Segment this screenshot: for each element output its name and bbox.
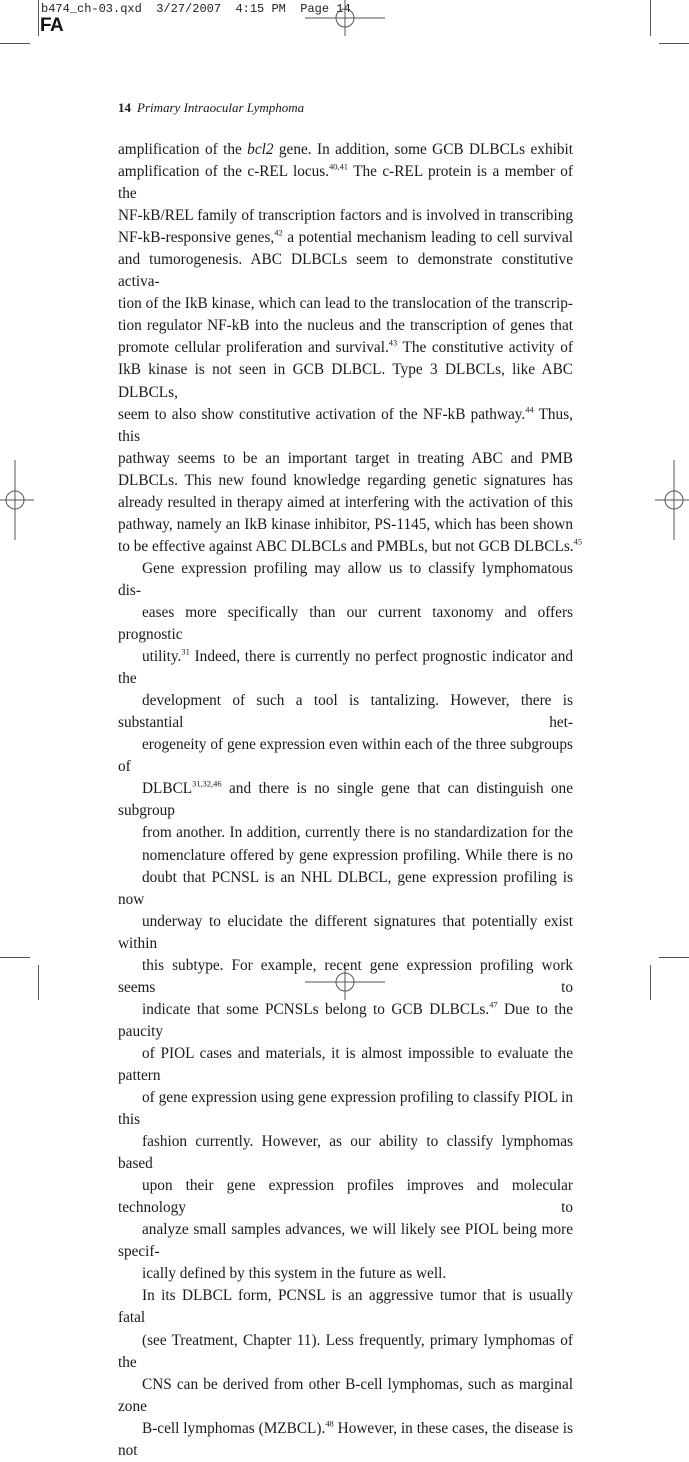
text-run: Gene expression profiling may allow us to classify lymphomatous dis- <box>118 559 573 599</box>
text-run: fashion currently. However, as our ability to classify lymphomas based <box>118 1133 573 1173</box>
text-run: DLBCLs. This new found knowledge regarding genetic signatures has <box>118 471 573 489</box>
citation-superscript: 47 <box>489 1000 498 1010</box>
text-line <box>118 911 573 955</box>
text-line <box>118 955 573 999</box>
text-run: of PIOL cases and materials, it is almost impossible to evaluate the pattern <box>118 1044 573 1084</box>
text-line <box>118 492 573 514</box>
text-run: pathway, namely an IkB kinase inhibitor, PS-1145, which has been shown <box>118 515 573 533</box>
text-line <box>118 448 573 470</box>
text-run: erogeneity of gene expression even within each of the three subgroups of <box>118 736 573 776</box>
text-run: a potential mechanism leading to cell survival <box>282 229 573 247</box>
crop-mark-top-right-vertical <box>650 0 651 36</box>
text-line <box>118 845 573 867</box>
slug-time: 4:15 PM <box>235 2 286 16</box>
text-run: Due to the paucity <box>118 1000 573 1040</box>
running-head <box>118 100 304 116</box>
slug-date: 3/27/2007 <box>156 2 222 16</box>
text-run: seem to also show constitutive activation of the NF-kB pathway. <box>118 405 526 423</box>
text-run: tion of the IkB kinase, which can lead to the translocation of the transcrip- <box>118 295 573 313</box>
text-line <box>118 1418 573 1462</box>
text-line <box>118 470 573 492</box>
citation-superscript: 48 <box>325 1419 334 1429</box>
text-run: Thus, this <box>118 405 573 445</box>
text-run: underway to elucidate the different signatures that potentially exist within <box>118 912 573 952</box>
text-line <box>118 337 573 359</box>
text-line <box>118 1374 573 1418</box>
text-run: analyze small samples advances, we will likely see PIOL being more specif- <box>118 1221 573 1261</box>
text-line <box>118 690 573 734</box>
text-run: In its DLBCL form, PCNSL is an aggressive tumor that is usually fatal <box>118 1287 573 1327</box>
text-run: tion regulator NF-kB into the nucleus and the transcription of genes that <box>118 317 573 335</box>
text-line <box>118 1285 573 1329</box>
text-run: utility. <box>142 648 182 666</box>
citation-superscript: 42 <box>274 228 283 238</box>
text-line <box>118 1175 573 1219</box>
text-line <box>118 1131 573 1175</box>
text-line <box>118 139 573 161</box>
crop-mark-top-left-vertical <box>38 0 39 36</box>
text-run: The constitutive activity of <box>397 339 573 357</box>
text-run: B-cell lymphomas (MZBCL). <box>142 1419 326 1437</box>
text-run: (see Treatment, Chapter 11). Less frequently, primary lymphomas of the <box>118 1331 573 1371</box>
text-line <box>118 227 573 249</box>
text-line <box>118 1330 573 1374</box>
slug-file: b474_ch-03.qxd <box>41 2 142 16</box>
italic-term: bcl2 <box>247 141 274 158</box>
text-run: However, in these cases, the disease is not <box>118 1419 573 1459</box>
text-run: this subtype. For example, recent gene expression profiling work seems to <box>118 956 573 996</box>
text-line <box>118 161 573 205</box>
registration-mark-top-icon <box>305 0 385 40</box>
text-line <box>118 1087 573 1131</box>
text-line <box>118 999 573 1043</box>
text-line <box>118 778 573 822</box>
registration-mark-left-icon <box>0 460 34 540</box>
text-run: pathway seems to be an important target in treating ABC and PMB <box>118 449 573 467</box>
citation-superscript: 43 <box>388 339 398 349</box>
text-run: already resulted in therapy aimed at interfering with the activation of this <box>118 493 573 511</box>
fa-mark: FA <box>40 15 64 36</box>
text-run: doubt that PCNSL is an NHL DLBCL, gene expression profiling is now <box>118 868 573 908</box>
text-line <box>118 1219 573 1263</box>
text-run: nomenclature offered by gene expression profiling. While there is no <box>142 846 573 864</box>
text-line <box>118 293 573 315</box>
citation-superscript: 44 <box>525 405 534 415</box>
crop-mark-bottom-right-vertical <box>650 965 651 1000</box>
text-run: and tumorogenesis. ABC DLBCLs seem to demonstrate constitutive activa- <box>118 251 573 291</box>
page-number: 14 <box>118 100 131 115</box>
text-run: eases more specifically than our current taxonomy and offers prognostic <box>118 603 573 644</box>
running-head-title: Primary Intraocular Lymphoma <box>137 100 305 115</box>
text-line <box>118 646 573 690</box>
text-run: gene. In addition, some GCB DLBCLs exhibit <box>273 141 573 158</box>
paragraph <box>118 1285 573 1461</box>
registration-mark-right-icon <box>655 460 689 540</box>
text-line <box>118 536 583 558</box>
crop-mark-bottom-left-horizontal <box>0 957 30 958</box>
text-line <box>118 404 573 448</box>
text-run: IkB kinase is not seen in GCB DLBCL. Type 3 DLBCLs, like ABC DLBCLs, <box>118 361 573 401</box>
citation-superscript: 31,32,46 <box>192 780 222 790</box>
text-run: Indeed, there is currently no perfect prognostic indicator and the <box>118 648 573 688</box>
text-run: to be effective against ABC DLBCLs and PMBLs, but not GCB DLBCLs. <box>118 537 574 555</box>
citation-superscript: 31 <box>181 647 190 657</box>
text-run: NF-kB-responsive genes, <box>118 229 275 247</box>
citation-superscript: 40,41 <box>329 162 348 172</box>
text-run: The c-REL protein is a member of the <box>118 163 573 203</box>
slug-page: Page 14 <box>300 2 351 16</box>
text-run: NF-kB/REL family of transcription factors and is involved in transcribing <box>118 207 573 225</box>
text-line <box>118 867 573 911</box>
text-line <box>118 822 573 844</box>
text-run: and there is no single gene that can distinguish one subgroup <box>118 780 573 820</box>
paragraph <box>118 558 573 1286</box>
text-line <box>118 249 573 293</box>
text-run: development of such a tool is tantalizing. However, there is substantial het- <box>118 692 573 732</box>
text-line <box>118 602 573 646</box>
text-run: CNS can be derived from other B-cell lymphomas, such as marginal zone <box>118 1375 573 1415</box>
text-line <box>118 205 573 227</box>
text-run: indicate that some PCNSLs belong to GCB DLBCLs. <box>142 1000 490 1018</box>
text-run: DLBCL <box>142 780 193 798</box>
text-line <box>118 734 573 778</box>
crop-mark-bottom-left-vertical <box>38 965 39 1000</box>
text-run: amplification of the <box>118 141 248 158</box>
text-run: promote cellular proliferation and survival. <box>118 339 389 357</box>
crop-mark-top-left-horizontal <box>0 43 30 44</box>
text-line <box>118 514 573 536</box>
text-run: amplification of the c-REL locus. <box>118 163 330 181</box>
crop-mark-bottom-right-horizontal <box>659 957 689 958</box>
text-line <box>118 1043 573 1087</box>
text-run: of gene expression using gene expression profiling to classify PIOL in this <box>118 1089 573 1129</box>
body-text <box>118 139 583 1462</box>
text-run: upon their gene expression profiles improves and molecular technology to <box>118 1177 573 1217</box>
text-line <box>118 359 573 403</box>
text-line <box>118 315 573 337</box>
text-run: from another. In addition, currently there is no standardization for the <box>142 824 573 842</box>
citation-superscript: 45 <box>573 537 583 547</box>
crop-mark-top-right-horizontal <box>659 43 689 44</box>
text-line <box>118 558 573 602</box>
text-line <box>118 1263 573 1285</box>
paragraph <box>118 139 583 558</box>
text-run: ically defined by this system in the future as well. <box>142 1265 447 1283</box>
